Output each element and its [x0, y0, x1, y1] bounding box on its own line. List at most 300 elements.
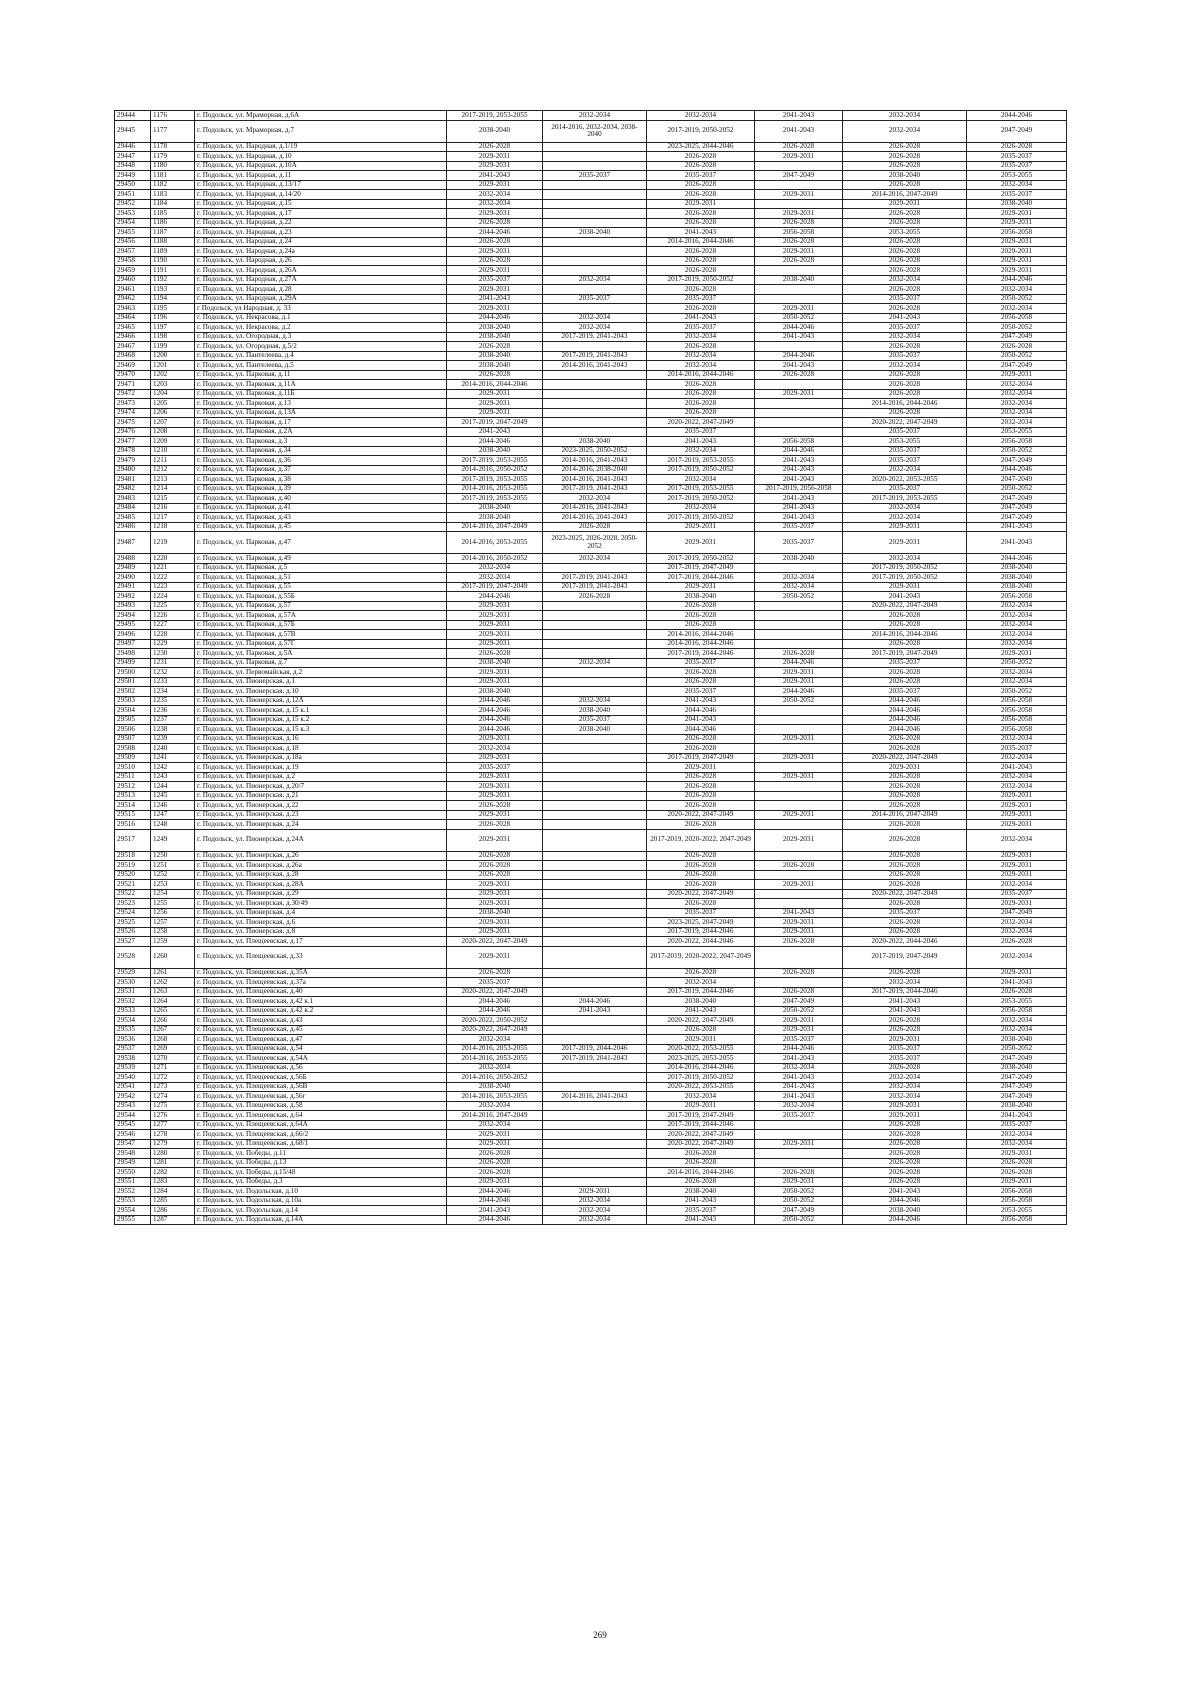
table-row [115, 532, 1067, 554]
table-cell: 2026-2028 [967, 1158, 1067, 1168]
table-cell: г. Подольск, ул. Парковая, д.43 [195, 513, 447, 523]
table-row [115, 630, 1067, 640]
table-cell: 2050-2052 [967, 658, 1067, 668]
table-cell: 2026-2028 [755, 1168, 843, 1178]
table-cell: 1250 [151, 851, 195, 861]
table-cell: 2017-2019, 2053-2055 [647, 484, 755, 494]
table-cell: 2017-2019, 2053-2055 [447, 456, 543, 466]
table-cell: 2044-2046 [447, 1187, 543, 1197]
table-cell: 2032-2034 [843, 1092, 967, 1102]
table-cell: 2029-2031 [755, 1025, 843, 1035]
table-cell: 2044-2046 [843, 1196, 967, 1206]
table-cell: 2026-2028 [543, 592, 647, 602]
table-cell: 2038-2040 [967, 1035, 1067, 1045]
table-cell: 2035-2037 [647, 323, 755, 333]
table-cell [543, 687, 647, 697]
table-cell: г. Подольск, ул. Парковая, д.55 [195, 582, 447, 592]
table-cell: 2017-2019, 2053-2055 [447, 494, 543, 504]
table-row [115, 582, 1067, 592]
table-cell: 2029-2031 [447, 389, 543, 399]
table-cell: г. Подольск, ул. Пантелеева, д.5 [195, 361, 447, 371]
table-cell: 2014-2016, 2047-2049 [843, 190, 967, 200]
table-cell: 1196 [151, 313, 195, 323]
table-cell: 2026-2028 [843, 829, 967, 851]
table-cell: 2029-2031 [647, 582, 755, 592]
table-cell: 1277 [151, 1120, 195, 1130]
table-cell: 29487 [115, 532, 151, 554]
table-cell: 2029-2031 [967, 861, 1067, 871]
table-cell: 2032-2034 [843, 111, 967, 121]
table-cell: г. Подольск, ул. Пионерская, д.29 [195, 889, 447, 899]
table-cell: г. Подольск, ул. Огородная, д.5/2 [195, 342, 447, 352]
table-cell: 2029-2031 [755, 389, 843, 399]
table-cell: 1278 [151, 1130, 195, 1140]
table-cell: 2041-2043 [755, 475, 843, 485]
table-cell: г. Подольск, ул. Народная, д.10 [195, 152, 447, 162]
table-row [115, 658, 1067, 668]
table-cell: 2026-2028 [843, 370, 967, 380]
table-cell: 2023-2025, 2050-2052 [543, 446, 647, 456]
table-cell: 29466 [115, 332, 151, 342]
table-cell: г. Подольск, ул. Народная, д.11 [195, 171, 447, 181]
table-cell: 2047-2049 [967, 361, 1067, 371]
table-cell: 1272 [151, 1073, 195, 1083]
table-cell: г. Подольск, ул. Парковая, д.55Б [195, 592, 447, 602]
table-cell: 2026-2028 [967, 142, 1067, 152]
table-row [115, 763, 1067, 773]
table-cell: 2047-2049 [755, 997, 843, 1007]
table-cell: 29475 [115, 418, 151, 428]
table-cell [543, 1139, 647, 1149]
table-cell: 1265 [151, 1006, 195, 1016]
table-cell: 1285 [151, 1196, 195, 1206]
table-row [115, 601, 1067, 611]
table-cell: 2035-2037 [647, 658, 755, 668]
table-cell: 2029-2031 [447, 927, 543, 937]
table-cell: г. Подольск, ул. Парковая, д.57А [195, 611, 447, 621]
table-cell: 29517 [115, 829, 151, 851]
table-cell: 2017-2019, 2047-2049 [843, 649, 967, 659]
table-row [115, 199, 1067, 209]
table-cell: 2020-2022, 2047-2049 [647, 810, 755, 820]
table-cell: 2026-2028 [843, 1016, 967, 1026]
table-cell: 2029-2031 [447, 782, 543, 792]
table-cell: 1184 [151, 199, 195, 209]
table-cell: 2050-2052 [967, 351, 1067, 361]
table-cell: 2026-2028 [843, 152, 967, 162]
table-cell: 1270 [151, 1054, 195, 1064]
table-cell: 2044-2046 [647, 706, 755, 716]
table-cell: 1197 [151, 323, 195, 333]
table-cell: 2035-2037 [843, 294, 967, 304]
table-cell: 1179 [151, 152, 195, 162]
table-cell: г. Подольск, ул. Народная, д.14/20 [195, 190, 447, 200]
table-cell: 2029-2031 [755, 880, 843, 890]
table-cell: г. Подольск, ул. Пионерская, д.24А [195, 829, 447, 851]
table-cell: 2029-2031 [447, 611, 543, 621]
table-cell: 1232 [151, 668, 195, 678]
table-cell: 2038-2040 [967, 582, 1067, 592]
table-cell: 2026-2028 [843, 266, 967, 276]
table-row [115, 1120, 1067, 1130]
table-cell: 2026-2028 [843, 209, 967, 219]
table-row [115, 725, 1067, 735]
table-cell: 2017-2019, 2053-2055 [843, 494, 967, 504]
table-cell: 2020-2022, 2044-2046 [843, 937, 967, 947]
table-cell: 29526 [115, 927, 151, 937]
table-cell: 2017-2019, 2053-2055 [647, 456, 755, 466]
table-cell: 2044-2046 [843, 725, 967, 735]
table-cell: 29500 [115, 668, 151, 678]
table-cell: 2032-2034 [447, 1120, 543, 1130]
table-cell: 2032-2034 [647, 475, 755, 485]
table-cell: 29449 [115, 171, 151, 181]
table-cell: 2020-2022, 2047-2049 [843, 601, 967, 611]
table-cell [755, 782, 843, 792]
table-cell: г. Подольск, ул. Подольская, д.14А [195, 1215, 447, 1225]
table-cell: г. Подольск, ул. Парковая, д.3 [195, 437, 447, 447]
table-cell [543, 801, 647, 811]
table-cell: 2014-2016, 2047-2049 [447, 522, 543, 532]
table-cell: 2020-2022, 2047-2049 [447, 987, 543, 997]
table-cell: 2014-2016, 2044-2046 [647, 1168, 755, 1178]
table-cell: 2044-2046 [843, 715, 967, 725]
table-row [115, 171, 1067, 181]
table-cell: 2032-2034 [967, 418, 1067, 428]
table-cell: 29513 [115, 791, 151, 801]
table-cell: 2026-2028 [447, 1149, 543, 1159]
table-cell: 2026-2028 [755, 937, 843, 947]
table-cell: г. Подольск, ул. Первомайская, д.2 [195, 668, 447, 678]
table-cell: 2038-2040 [447, 446, 543, 456]
table-cell [543, 380, 647, 390]
table-cell: 29541 [115, 1082, 151, 1092]
table-cell: 2032-2034 [647, 978, 755, 988]
table-cell [543, 791, 647, 801]
table-cell: 29515 [115, 810, 151, 820]
table-cell: 2047-2049 [967, 1054, 1067, 1064]
table-cell: 29499 [115, 658, 151, 668]
table-cell: г. Подольск, ул. Народная, д.13/17 [195, 180, 447, 190]
table-cell: 29491 [115, 582, 151, 592]
table-cell: 1243 [151, 772, 195, 782]
table-cell: г. Подольск, ул. Пионерская, д.18а [195, 753, 447, 763]
table-cell: г. Подольск, ул. Пионерская, д.28А [195, 880, 447, 890]
table-cell [755, 1158, 843, 1168]
table-cell: 2029-2031 [447, 889, 543, 899]
table-cell: 2026-2028 [647, 677, 755, 687]
table-cell: 2032-2034 [447, 190, 543, 200]
table-cell: 2032-2034 [543, 554, 647, 564]
table-cell: 2014-2016, 2053-2055 [447, 532, 543, 554]
table-cell: 2017-2019, 2041-2043 [543, 484, 647, 494]
table-cell: 29510 [115, 763, 151, 773]
table-cell: 2035-2037 [967, 889, 1067, 899]
table-cell: 2035-2037 [843, 1044, 967, 1054]
table-cell: 29492 [115, 592, 151, 602]
table-cell: 2032-2034 [967, 880, 1067, 890]
table-cell: 2029-2031 [967, 791, 1067, 801]
table-cell: 2032-2034 [647, 503, 755, 513]
table-cell: 2038-2040 [755, 554, 843, 564]
table-cell: 2014-2016, 2053-2055 [447, 484, 543, 494]
table-cell: 2026-2028 [647, 601, 755, 611]
table-cell: 2050-2052 [755, 313, 843, 323]
table-cell [543, 304, 647, 314]
table-cell: 2029-2031 [447, 152, 543, 162]
table-cell: 1194 [151, 294, 195, 304]
table-cell: 2038-2040 [447, 332, 543, 342]
table-cell: г. Подольск, ул. Плещеевская, д.56 [195, 1063, 447, 1073]
table-cell: 2032-2034 [447, 573, 543, 583]
table-cell [543, 870, 647, 880]
table-cell: 2014-2016, 2050-2052 [447, 554, 543, 564]
table-cell [543, 427, 647, 437]
table-cell: 2029-2031 [647, 532, 755, 554]
table-cell: 1209 [151, 437, 195, 447]
table-row [115, 1063, 1067, 1073]
table-cell: 2044-2046 [647, 725, 755, 735]
table-cell: 2026-2028 [647, 266, 755, 276]
table-cell: 29530 [115, 978, 151, 988]
table-cell: 29531 [115, 987, 151, 997]
table-cell: 2032-2034 [967, 829, 1067, 851]
table-cell: 2041-2043 [755, 332, 843, 342]
table-cell: 2044-2046 [755, 658, 843, 668]
table-cell: 2047-2049 [967, 120, 1067, 142]
table-cell: 29469 [115, 361, 151, 371]
table-cell: 2035-2037 [967, 152, 1067, 162]
table-cell: 1223 [151, 582, 195, 592]
table-cell [755, 285, 843, 295]
table-cell: 2032-2034 [967, 304, 1067, 314]
table-cell: 2029-2031 [447, 266, 543, 276]
table-cell: 2032-2034 [647, 351, 755, 361]
table-cell: 2044-2046 [447, 437, 543, 447]
table-row [115, 1044, 1067, 1054]
table-cell: г. Подольск, ул. Парковая, д.13А [195, 408, 447, 418]
table-cell: 1263 [151, 987, 195, 997]
table-cell: 1207 [151, 418, 195, 428]
table-row [115, 380, 1067, 390]
table-cell: 29502 [115, 687, 151, 697]
table-cell: 29489 [115, 563, 151, 573]
table-cell: 2017-2019, 2041-2043 [543, 351, 647, 361]
table-cell: 2026-2028 [755, 218, 843, 228]
table-cell: 2035-2037 [543, 171, 647, 181]
table-row [115, 734, 1067, 744]
table-cell: 2026-2028 [843, 1063, 967, 1073]
table-cell: 2041-2043 [647, 437, 755, 447]
table-cell: 2038-2040 [447, 1082, 543, 1092]
table-cell [543, 668, 647, 678]
table-cell: 2026-2028 [447, 851, 543, 861]
table-cell: 2026-2028 [647, 791, 755, 801]
table-row [115, 342, 1067, 352]
table-cell: 2017-2019, 2044-2046 [543, 1044, 647, 1054]
table-cell: 2038-2040 [447, 351, 543, 361]
table-cell: 2038-2040 [447, 120, 543, 142]
table-cell: г. Подольск, ул. Плещеевская, д.56Б [195, 1073, 447, 1083]
table-row [115, 389, 1067, 399]
table-cell: 2017-2019, 2050-2052 [647, 1073, 755, 1083]
table-cell: 1283 [151, 1177, 195, 1187]
table-cell: 1200 [151, 351, 195, 361]
table-cell: 2038-2040 [647, 997, 755, 1007]
table-cell: 2035-2037 [543, 715, 647, 725]
table-cell: 2029-2031 [447, 1139, 543, 1149]
table-cell: 2029-2031 [967, 820, 1067, 830]
table-cell: 2041-2043 [543, 1006, 647, 1016]
table-cell [543, 861, 647, 871]
table-cell: г. Подольск, ул. Парковая, д.57 [195, 601, 447, 611]
table-cell: г. Подольск, ул. Подольская, д.14 [195, 1206, 447, 1216]
table-cell [755, 199, 843, 209]
table-row [115, 513, 1067, 523]
table-cell: 2029-2031 [755, 668, 843, 678]
table-cell: 2041-2043 [843, 592, 967, 602]
table-cell: г. Подольск, ул. Парковая, д.5А [195, 649, 447, 659]
table-cell: 2029-2031 [755, 304, 843, 314]
table-cell: 2038-2040 [543, 228, 647, 238]
table-cell: 29544 [115, 1111, 151, 1121]
table-row [115, 937, 1067, 947]
table-cell: 2035-2037 [647, 294, 755, 304]
table-cell [755, 180, 843, 190]
table-cell: 29504 [115, 706, 151, 716]
table-cell: г. Подольск, ул. Плещеевская, д.37а [195, 978, 447, 988]
table-cell: 2029-2031 [967, 1177, 1067, 1187]
table-cell: 2032-2034 [543, 275, 647, 285]
table-cell: 29479 [115, 456, 151, 466]
table-cell: 2038-2040 [967, 563, 1067, 573]
table-cell: 1201 [151, 361, 195, 371]
table-cell: 2026-2028 [843, 237, 967, 247]
table-cell: 2035-2037 [647, 171, 755, 181]
table-cell: 2014-2016, 2044-2046 [647, 630, 755, 640]
table-cell: 2056-2058 [967, 715, 1067, 725]
table-cell: г. Подольск, ул. Огородная, д.3 [195, 332, 447, 342]
table-cell: г. Подольск, ул. Некрасова, д.2 [195, 323, 447, 333]
table-row [115, 275, 1067, 285]
table-row [115, 304, 1067, 314]
table-row [115, 266, 1067, 276]
table-cell [543, 810, 647, 820]
table-cell: 2029-2031 [967, 899, 1067, 909]
table-cell: г. Подольск, ул. Плещеевская, д.45 [195, 1025, 447, 1035]
table-cell: 2032-2034 [755, 573, 843, 583]
table-cell: 2029-2031 [967, 851, 1067, 861]
table-row [115, 256, 1067, 266]
table-cell [543, 946, 647, 968]
table-cell: 1224 [151, 592, 195, 602]
table-cell: 1237 [151, 715, 195, 725]
table-cell: 2026-2028 [647, 899, 755, 909]
table-cell: 2041-2043 [755, 494, 843, 504]
table-cell: 2020-2022, 2047-2049 [843, 753, 967, 763]
table-cell [755, 1130, 843, 1140]
table-row [115, 918, 1067, 928]
table-cell: 1287 [151, 1215, 195, 1225]
table-cell: 2032-2034 [447, 1035, 543, 1045]
table-cell [755, 161, 843, 171]
table-cell: 1229 [151, 639, 195, 649]
table-cell: 2032-2034 [967, 1139, 1067, 1149]
table-cell: 2029-2031 [967, 370, 1067, 380]
table-cell: 2032-2034 [647, 111, 755, 121]
table-cell: 1227 [151, 620, 195, 630]
table-cell: 2026-2028 [843, 1149, 967, 1159]
table-cell: 1251 [151, 861, 195, 871]
table-cell: 2044-2046 [447, 715, 543, 725]
table-cell: 2038-2040 [543, 437, 647, 447]
table-cell: 2035-2037 [967, 744, 1067, 754]
table-cell: 2026-2028 [647, 218, 755, 228]
table-cell: г. Подольск, ул. Пионерская, д.24 [195, 820, 447, 830]
table-cell: 2041-2043 [755, 361, 843, 371]
table-cell: г. Подольск, ул. Пионерская, д.12А [195, 696, 447, 706]
table-cell: 2026-2028 [647, 880, 755, 890]
table-row [115, 968, 1067, 978]
table-cell: 2032-2034 [755, 582, 843, 592]
table-cell: г. Подольск, ул. Парковая, д.17 [195, 418, 447, 428]
table-cell [755, 408, 843, 418]
table-cell: 29484 [115, 503, 151, 513]
table-cell: 1218 [151, 522, 195, 532]
table-cell: 2032-2034 [647, 361, 755, 371]
table-cell: 2056-2058 [967, 1187, 1067, 1197]
table-row [115, 408, 1067, 418]
table-row [115, 1016, 1067, 1026]
table-cell: 2029-2031 [755, 810, 843, 820]
table-cell: 2026-2028 [967, 987, 1067, 997]
table-cell: 2032-2034 [967, 611, 1067, 621]
table-cell: 2026-2028 [843, 620, 967, 630]
table-cell: 2056-2058 [967, 437, 1067, 447]
table-cell [543, 1130, 647, 1140]
table-cell: 2044-2046 [447, 725, 543, 735]
table-row [115, 484, 1067, 494]
table-cell [755, 706, 843, 716]
table-cell: 1192 [151, 275, 195, 285]
table-cell: 1176 [151, 111, 195, 121]
table-cell: 2032-2034 [967, 389, 1067, 399]
table-cell: 2053-2055 [967, 427, 1067, 437]
table-cell: 2041-2043 [755, 465, 843, 475]
table-cell: 2026-2028 [647, 256, 755, 266]
table-cell: 2047-2049 [967, 332, 1067, 342]
table-cell: 2053-2055 [967, 1206, 1067, 1216]
table-cell: г. Подольск, ул. Мраморная, д.7 [195, 120, 447, 142]
table-cell [543, 389, 647, 399]
table-cell: 1255 [151, 899, 195, 909]
table-cell: 2026-2028 [843, 342, 967, 352]
table-row [115, 801, 1067, 811]
table-cell: 2026-2028 [647, 399, 755, 409]
table-cell: 2026-2028 [843, 247, 967, 257]
table-cell: 2026-2028 [647, 611, 755, 621]
table-cell: 2056-2058 [967, 1006, 1067, 1016]
table-cell: 29547 [115, 1139, 151, 1149]
table-cell: 29555 [115, 1215, 151, 1225]
table-cell: 1244 [151, 782, 195, 792]
table-cell: 2026-2028 [447, 968, 543, 978]
table-cell: г. Подольск, ул. Пионерская, д.21 [195, 791, 447, 801]
table-cell: 1239 [151, 734, 195, 744]
table-cell: 2014-2016, 2044-2046 [647, 370, 755, 380]
table-cell: 29536 [115, 1035, 151, 1045]
table-cell: 1266 [151, 1016, 195, 1026]
